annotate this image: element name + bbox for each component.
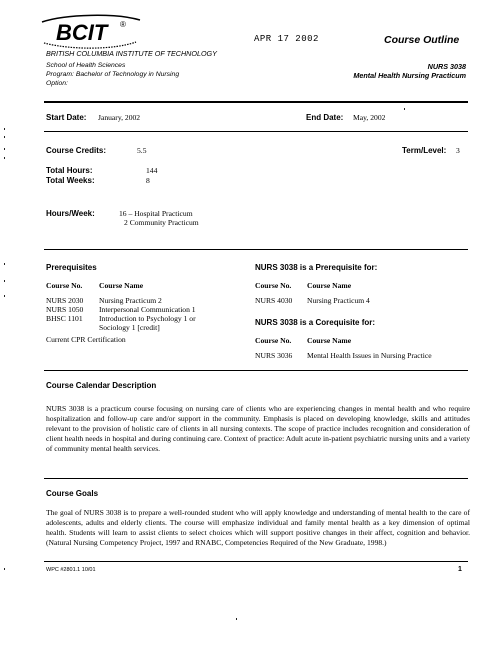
calendar-description-heading: Course Calendar Description	[46, 381, 157, 390]
coreq-for-course-name: Mental Health Issues in Nursing Practice	[307, 351, 432, 360]
hours-per-week-hospital: 16 – Hospital Practicum	[119, 209, 193, 218]
prereq-extra: Current CPR Certification	[46, 335, 126, 344]
rule	[44, 249, 468, 250]
prereq-course-name: Nursing Practicum 2	[99, 296, 162, 305]
prereq-col-course-no: Course No.	[46, 281, 83, 290]
coreq-for-heading: NURS 3038 is a Corequisite for:	[255, 318, 376, 327]
end-date-value: May, 2002	[353, 113, 386, 122]
prerequisites-heading: Prerequisites	[46, 263, 97, 272]
course-name: Mental Health Nursing Practicum	[353, 71, 466, 80]
hours-per-week-community: 2 Community Practicum	[124, 218, 199, 227]
bcit-logo	[36, 10, 146, 52]
rule	[44, 101, 468, 103]
logo-text: BCIT	[56, 20, 108, 45]
prereq-course-name: Interpersonal Communication 1	[99, 305, 196, 314]
page-number: 1	[458, 566, 462, 573]
hours-per-week-label: Hours/Week:	[46, 209, 95, 218]
total-hours-label: Total Hours:	[46, 166, 93, 175]
coreq-for-col-course-name: Course Name	[307, 336, 352, 345]
prereq-course-no: NURS 1050	[46, 305, 84, 314]
rule	[44, 370, 468, 371]
prereq-for-heading: NURS 3038 is a Prerequisite for:	[255, 263, 378, 272]
total-hours-value: 144	[146, 166, 158, 175]
coreq-for-course-no: NURS 3036	[255, 351, 293, 360]
course-goals-heading: Course Goals	[46, 489, 99, 498]
footer-form-code: WPC #2801.1 10/01	[46, 567, 96, 573]
course-code: NURS 3038	[427, 62, 466, 71]
prereq-course-no: BHSC 1101	[46, 314, 83, 323]
course-goals-text: The goal of NURS 3038 is to prepare a well-rounded student who will apply knowledge and understanding of mental health to the care of adolescents, adults and elderly clients. The course will emphasize individual and family mental health as a key dimension of optimal health. Students will learn to assist clients to select choices which will support positive changes in their affect, cognition and behavior. (Natural Nursing Competency Project, 1997 and RNABC, Competencies Required of the New Graduate, 1998.)	[46, 508, 470, 547]
credits-label: Course Credits:	[46, 146, 107, 155]
prereq-course-name: Sociology 1 [credit]	[99, 323, 160, 332]
prereq-for-col-course-no: Course No.	[255, 281, 292, 290]
total-weeks-value: 8	[146, 176, 150, 185]
rule	[44, 131, 468, 132]
end-date-label: End Date:	[306, 113, 344, 122]
prereq-for-course-no: NURS 4030	[255, 296, 293, 305]
rule	[44, 561, 468, 562]
coreq-for-col-course-no: Course No.	[255, 336, 292, 345]
institute-name: BRITISH COLUMBIA INSTITUTE OF TECHNOLOGY	[46, 49, 217, 58]
credits-value: 5.5	[137, 146, 147, 155]
program-name: Program: Bachelor of Technology in Nursing	[46, 71, 180, 78]
rule	[44, 478, 468, 479]
start-date-value: January, 2002	[98, 113, 141, 122]
prereq-for-course-name: Nursing Practicum 4	[307, 296, 370, 305]
option-label: Option:	[46, 80, 68, 87]
prereq-course-name: Introduction to Psychology 1 or	[99, 314, 196, 323]
term-label: Term/Level:	[402, 146, 447, 155]
logo-registered: ®	[120, 20, 126, 29]
school-name: School of Health Sciences	[46, 62, 126, 69]
term-value: 3	[456, 146, 460, 155]
document-title: Course Outline	[384, 34, 460, 46]
calendar-description-text: NURS 3038 is a practicum course focusing on nursing care of clients who are experiencing changes in mental health and who require hospitalization and follow-up care and/or support in the community. Emphasis is placed on developing knowledge, skills and attitudes relevant to the provision of holistic care of clients in all nursing contexts. The scope of practice includes recognition and consideration of client health needs in hospital and during continuing care. Context of practice: Adult acute in-patient psychiatric nursing units and a variety of community mental health services.	[46, 404, 470, 453]
total-weeks-label: Total Weeks:	[46, 176, 95, 185]
prereq-course-no: NURS 2030	[46, 296, 84, 305]
prereq-col-course-name: Course Name	[99, 281, 144, 290]
prereq-for-col-course-name: Course Name	[307, 281, 352, 290]
received-stamp: APR 17 2002	[254, 34, 319, 44]
start-date-label: Start Date:	[46, 113, 87, 122]
